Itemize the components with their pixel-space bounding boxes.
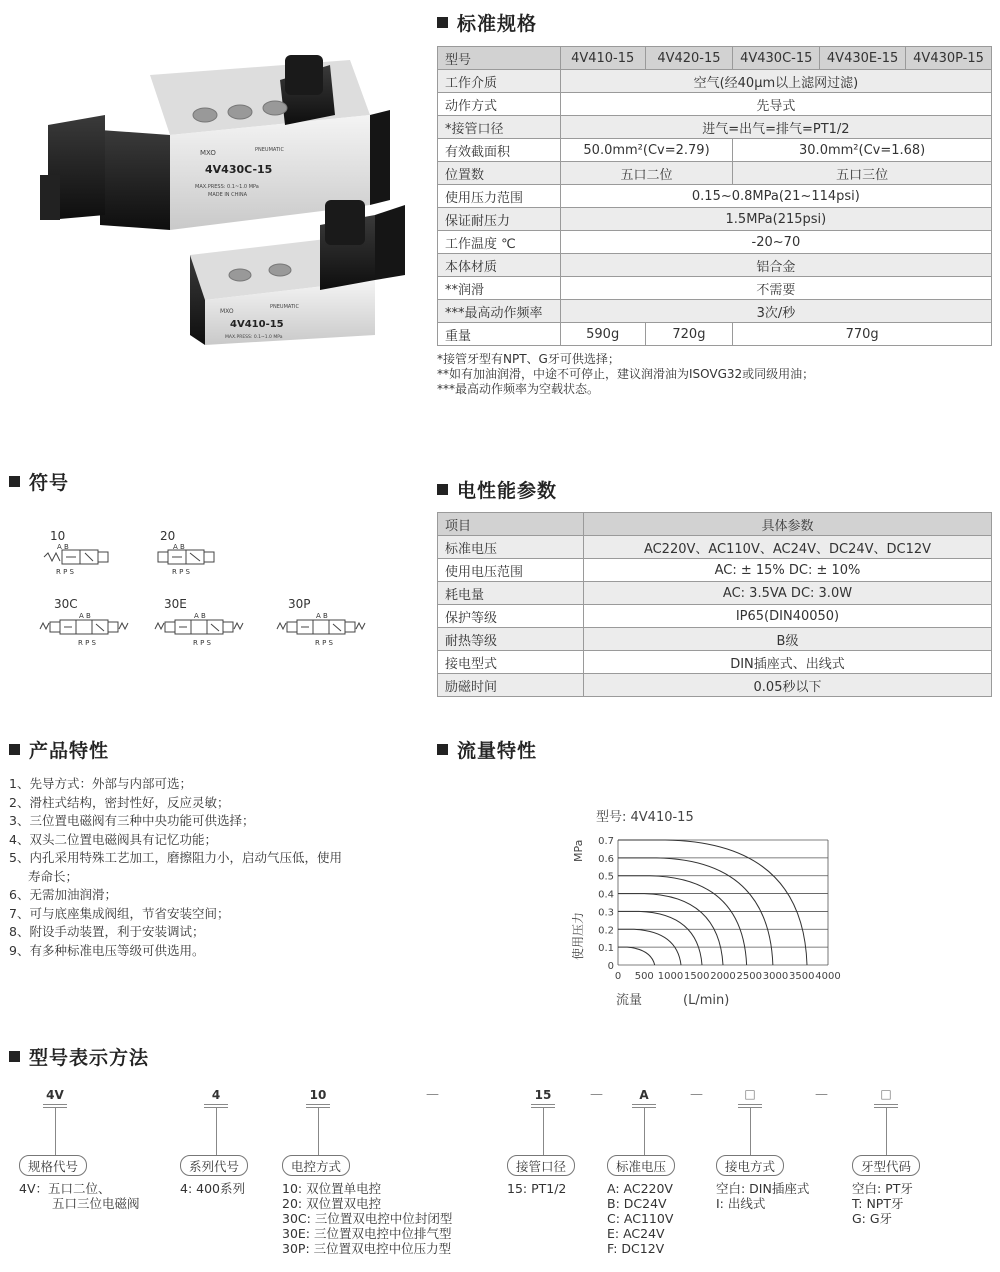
section-title-model: 型号表示方法 xyxy=(9,1043,149,1070)
model-option: 30E: 三位置双电控中位排气型 xyxy=(282,1226,452,1241)
model-code: 4V xyxy=(46,1088,64,1102)
spec-row: ***最高动作频率 3次/秒 xyxy=(438,300,992,323)
elec-row: 使用电压范围 AC: ± 15% DC: ± 10% xyxy=(438,559,992,582)
symbol-ports: R P S xyxy=(315,639,333,647)
valve-symbols xyxy=(30,525,390,655)
valve2-label: 4V410-15 xyxy=(230,319,284,330)
section-title-symbol: 符号 xyxy=(9,468,69,495)
section-square-icon xyxy=(437,17,448,28)
symbol-30c xyxy=(40,620,128,634)
model-dash: — xyxy=(815,1087,828,1102)
spec-note: *接管牙型有NPT、G牙可供选择； xyxy=(437,352,620,366)
model-group-title: 牙型代码 xyxy=(852,1155,920,1176)
elec-row: 标准电压 AC220V、AC110V、AC24V、DC24V、DC12V xyxy=(438,536,992,559)
model-group-title: 电控方式 xyxy=(282,1155,350,1176)
chart-y-unit: MPa xyxy=(572,839,585,862)
feature-item: 4、双头二位置电磁阀具有记忆功能； xyxy=(9,831,217,847)
elec-row: 励磁时间 0.05秒以下 xyxy=(438,674,992,697)
model-dash: — xyxy=(426,1087,439,1102)
symbol-label: 30E xyxy=(164,597,187,611)
model-option: 30C: 三位置双电控中位封闭型 xyxy=(282,1211,453,1226)
symbol-ports: R P S xyxy=(172,568,190,576)
model-option: 20: 双位置双电控 xyxy=(282,1196,382,1211)
chart-x-tick: 3500 xyxy=(789,971,815,982)
model-code: □ xyxy=(880,1087,892,1101)
flow-chart xyxy=(560,800,880,1010)
elec-header-row: 项目 具体参数 xyxy=(438,513,992,536)
model-option: G: G牙 xyxy=(852,1211,893,1226)
model-option: 15: PT1/2 xyxy=(507,1181,567,1196)
chart-y-tick: 0 xyxy=(607,961,614,972)
feature-item: 9、有多种标准电压等级可供选用。 xyxy=(9,942,205,958)
model-option: 空白: PT牙 xyxy=(852,1181,913,1196)
feature-item: 6、无需加油润滑； xyxy=(9,887,117,902)
model-code: 4 xyxy=(211,1088,221,1102)
model-option: C: AC110V xyxy=(607,1211,674,1226)
model-option: B: DC24V xyxy=(607,1196,667,1211)
model-dash: — xyxy=(690,1087,703,1102)
model-group-title: 接电方式 xyxy=(716,1155,784,1176)
feature-item: 寿命长； xyxy=(28,868,79,884)
spec-row: 保证耐压力 1.5MPa(215psi) xyxy=(438,208,992,231)
brand-label-2: MXO xyxy=(220,308,234,315)
symbol-ports: A B xyxy=(173,543,185,551)
model-code: □ xyxy=(744,1087,756,1101)
feature-item: 7、可与底座集成阀组，节省安装空间； xyxy=(9,905,230,921)
chart-x-tick: 2500 xyxy=(736,971,762,982)
model-option: A: AC220V xyxy=(607,1181,673,1196)
symbol-ports: R P S xyxy=(78,639,96,647)
model-group-options xyxy=(19,1181,140,1211)
model-group-title: 系列代号 xyxy=(180,1155,248,1176)
symbol-30e xyxy=(155,620,243,634)
spec-label-model: 型号 xyxy=(438,47,561,70)
model-code: A xyxy=(639,1088,649,1102)
elec-table xyxy=(437,512,992,697)
chart-x-tick: 500 xyxy=(634,971,654,982)
symbol-10 xyxy=(44,550,108,564)
symbol-ports: A B xyxy=(316,612,328,620)
model-group-options xyxy=(507,1181,566,1196)
chart-y-tick: 0.7 xyxy=(598,836,614,847)
elec-row: 接电型式 DIN插座式、出线式 xyxy=(438,651,992,674)
model-group-title: 接管口径 xyxy=(507,1155,575,1176)
feature-item: 5、内孔采用特殊工艺加工，磨擦阻力小，启动气压低，使用 xyxy=(9,850,342,865)
chart-y-tick: 0.2 xyxy=(598,925,614,937)
chart-y-tick: 0.3 xyxy=(598,907,614,919)
symbol-ports: A B xyxy=(194,612,206,620)
chart-y-label: 使用压力 xyxy=(571,911,585,960)
model-option: 五口三位电磁阀 xyxy=(52,1196,140,1211)
model-group-options xyxy=(282,1181,452,1256)
chart-x-tick: 2000 xyxy=(710,971,736,982)
section-title-elec: 电性能参数 xyxy=(437,476,557,503)
model-code: 15 xyxy=(534,1088,552,1102)
model-option: I: 出线式 xyxy=(716,1196,766,1211)
maxpress-label-1: MAX.PRESS: 0.1~1.0 MPa xyxy=(195,184,259,190)
chart-series-line xyxy=(618,911,702,965)
spec-model-cell: 4V410-15 xyxy=(560,47,645,70)
section-square-icon xyxy=(9,476,20,487)
maxpress-label-2: MAX.PRESS: 0.1~1.0 MPa xyxy=(225,335,283,340)
chart-x-unit: (L/min) xyxy=(683,993,730,1008)
chart-x-tick: 1500 xyxy=(684,971,710,982)
chart-x-label: 流量 xyxy=(616,993,643,1008)
spec-row: *接管口径 进气=出气=排气=PT1/2 xyxy=(438,116,992,139)
section-square-icon xyxy=(437,744,448,755)
model-option: 4V：五口二位、 xyxy=(19,1181,111,1196)
valve1-label: 4V430C-15 xyxy=(205,163,273,176)
spec-note: ***最高动作频率为空载状态。 xyxy=(437,382,600,396)
symbol-label: 10 xyxy=(50,529,66,543)
model-code: 10 xyxy=(309,1088,327,1102)
model-option: 30P: 三位置双电控中位压力型 xyxy=(282,1241,452,1256)
chart-y-tick: 0.6 xyxy=(598,853,614,865)
spec-notes xyxy=(437,352,814,397)
model-group-options xyxy=(716,1181,809,1211)
made-label-1: MADE IN CHINA xyxy=(208,192,248,198)
elec-row: 耐热等级 B级 xyxy=(438,628,992,651)
section-title-flow: 流量特性 xyxy=(437,736,537,763)
chart-x-tick: 3000 xyxy=(762,971,789,982)
spec-row: 重量 590g 720g 770g xyxy=(438,323,992,346)
section-title-feature: 产品特性 xyxy=(9,736,109,763)
model-option: 10: 双位置单电控 xyxy=(282,1181,382,1196)
symbol-ports: R P S xyxy=(56,568,74,576)
feature-item: 2、滑柱式结构，密封性好，反应灵敏； xyxy=(9,794,230,810)
chart-series-line xyxy=(618,947,655,965)
spec-model-cell: 4V430P-15 xyxy=(906,47,992,70)
spec-row: 有效截面积 50.0mm²(Cv=2.79) 30.0mm²(Cv=1.68) xyxy=(438,139,992,162)
spec-row: **润滑 不需要 xyxy=(438,277,992,300)
section-square-icon xyxy=(437,484,448,495)
chart-x-tick: 0 xyxy=(614,971,622,982)
symbol-ports: R P S xyxy=(193,639,211,647)
feature-item: 3、三位置电磁阀有三种中央功能可供选择； xyxy=(9,813,255,828)
model-option: 空白: DIN插座式 xyxy=(716,1181,810,1196)
elec-row: 耗电量 AC: 3.5VA DC: 3.0W xyxy=(438,582,992,605)
elec-row: 保护等级 IP65(DIN40050) xyxy=(438,605,992,628)
chart-y-tick: 0.5 xyxy=(598,871,614,883)
model-option: 4: 400系列 xyxy=(180,1181,245,1196)
chart-x-tick: 1000 xyxy=(657,971,684,982)
pneumatic-label: PNEUMATIC xyxy=(255,147,284,153)
spec-row: 使用压力范围 0.15~0.8MPa(21~114psi) xyxy=(438,185,992,208)
chart-grid xyxy=(618,840,828,965)
symbol-label: 30P xyxy=(288,597,311,611)
model-group-title: 标准电压 xyxy=(607,1155,675,1176)
spec-model-cell: 4V420-15 xyxy=(645,47,733,70)
model-option: E: AC24V xyxy=(607,1226,665,1241)
spec-table xyxy=(437,46,992,346)
product-image xyxy=(30,55,415,345)
spec-row: 本体材质 铝合金 xyxy=(438,254,992,277)
model-group-options xyxy=(180,1181,245,1196)
brand-label: MXO xyxy=(200,149,216,157)
pneumatic-label-2: PNEUMATIC xyxy=(270,304,299,310)
chart-curves xyxy=(618,840,807,965)
model-group-title: 规格代号 xyxy=(19,1155,87,1176)
spec-row: 动作方式 先导式 xyxy=(438,93,992,116)
feature-list xyxy=(9,775,342,960)
spec-model-cell: 4V430C-15 xyxy=(733,47,820,70)
chart-x-tick: 4000 xyxy=(815,971,841,982)
symbol-20 xyxy=(158,550,214,564)
symbol-label: 20 xyxy=(160,529,176,543)
spec-row: 位置数 五口二位 五口三位 xyxy=(438,162,992,185)
section-title-spec: 标准规格 xyxy=(437,9,537,36)
chart-y-tick: 0.1 xyxy=(598,943,614,955)
symbol-ports: A B xyxy=(79,612,91,620)
symbol-label: 30C xyxy=(54,597,78,611)
spec-note: **如有加油润滑，中途不可停止，建议润滑油为ISOVG32或同级用油； xyxy=(437,367,815,381)
chart-series-line xyxy=(618,840,807,965)
chart-series-line xyxy=(618,876,747,965)
model-group-options xyxy=(852,1181,913,1226)
model-option: F: DC12V xyxy=(607,1241,665,1256)
symbol-ports: A B xyxy=(57,543,69,551)
feature-item: 8、附设手动装置，利于安装调试； xyxy=(9,924,205,939)
section-square-icon xyxy=(9,744,20,755)
chart-y-tick: 0.4 xyxy=(598,889,614,901)
model-group-options xyxy=(607,1181,673,1256)
symbol-30p xyxy=(277,620,365,634)
spec-row: 工作介质 空气(经40μm以上滤网过滤) xyxy=(438,70,992,93)
model-option: T: NPT牙 xyxy=(852,1196,904,1211)
chart-title: 型号: 4V410-15 xyxy=(596,810,694,825)
spec-model-cell: 4V430E-15 xyxy=(820,47,906,70)
spec-row-model xyxy=(438,47,992,70)
section-square-icon xyxy=(9,1051,20,1062)
model-dash: — xyxy=(590,1087,603,1102)
spec-row: 工作温度 ℃ -20~70 xyxy=(438,231,992,254)
feature-item: 1、先导方式：外部与内部可选； xyxy=(9,776,192,791)
